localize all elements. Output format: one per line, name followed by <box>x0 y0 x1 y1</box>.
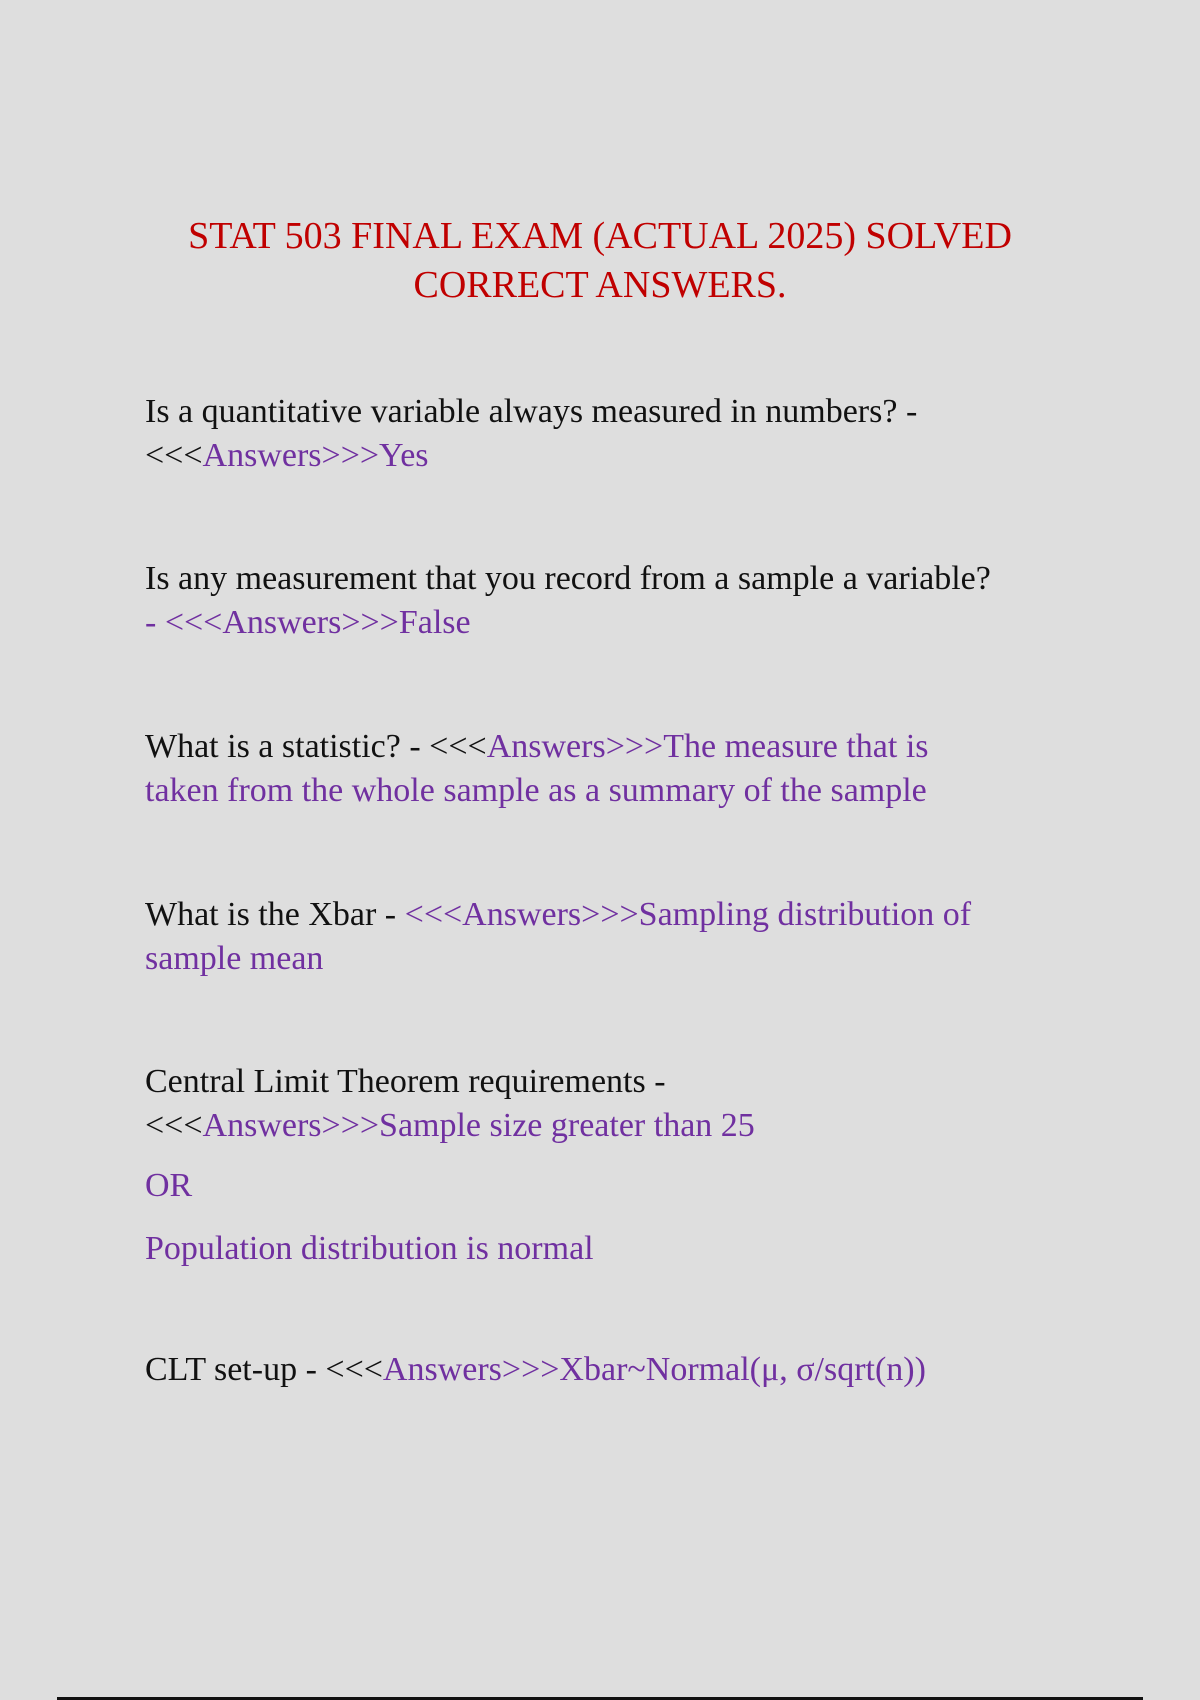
answer-or-line: OR <box>145 1167 193 1204</box>
question-text: Is any measurement that you record from a sample a variable? <box>145 560 991 597</box>
question-text: CLT set-up - <<< <box>145 1351 383 1388</box>
answer-text: Answers>>>Xbar~Normal(μ, σ/sqrt(n)) <box>382 1351 926 1388</box>
qa-item-6 <box>145 1348 1075 1392</box>
qa-item-3 <box>145 725 985 813</box>
question-text-tail: <<< <box>145 437 203 474</box>
answer-text: <<<Answers>>>Sampling distribution of sample mean <box>145 896 972 977</box>
question-text: What is the Xbar - <box>145 896 405 933</box>
answer-text: Answers>>>The measure that is taken from the whole sample as a summary of the sample <box>145 728 929 809</box>
question-text: Is a quantitative variable always measured in numbers? - <box>145 393 918 430</box>
answer-continuation-line: Population distribution is normal <box>145 1230 594 1267</box>
title-line-2: CORRECT ANSWERS. <box>413 264 787 306</box>
answer-text: Answers>>>Yes <box>202 437 429 474</box>
question-text: Central Limit Theorem requirements - <box>145 1063 666 1100</box>
answer-text: Answers>>>Sample size greater than 25 <box>202 1107 755 1144</box>
qa-item-4 <box>145 893 1045 981</box>
answer-text: - <<<Answers>>>False <box>145 604 471 641</box>
qa-item-5 <box>145 1060 1075 1148</box>
question-text: What is a statistic? - <<< <box>145 728 487 765</box>
title-line-1: STAT 503 FINAL EXAM (ACTUAL 2025) SOLVED <box>188 215 1012 257</box>
qa-item-1 <box>145 390 1075 478</box>
question-text-tail: <<< <box>145 1107 203 1144</box>
qa-item-2 <box>145 557 1075 645</box>
document-title <box>140 212 1060 310</box>
